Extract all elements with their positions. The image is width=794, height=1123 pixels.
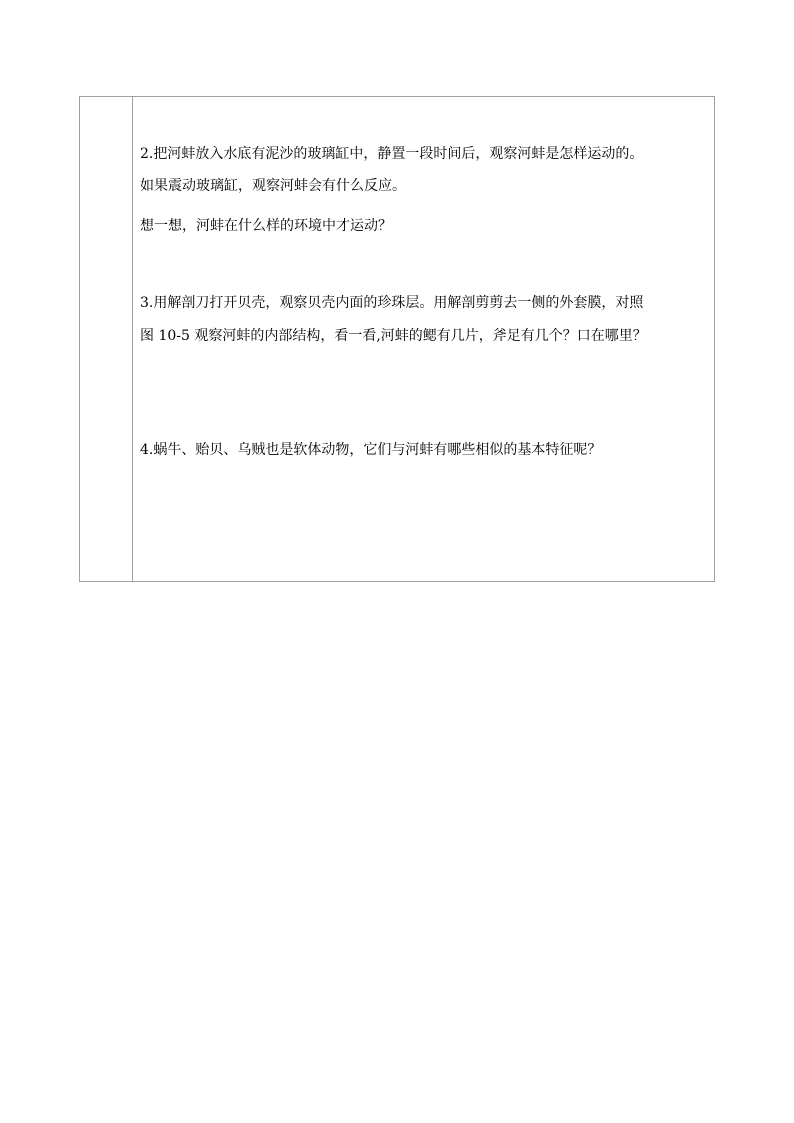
- table-left-column: [80, 97, 133, 581]
- question-4-line: 4.蜗牛、贻贝、乌贼也是软体动物，它们与河蚌有哪些相似的基本特征呢？: [140, 442, 602, 458]
- question-3-line-2: 图 10-5 观察河蚌的内部结构，看一看,河蚌的鳃有几片，斧足有几个？口在哪里？: [140, 328, 647, 344]
- question-2-line-1: 2.把河蚌放入水底有泥沙的玻璃缸中，静置一段时间后，观察河蚌是怎样运动的。: [140, 146, 644, 162]
- worksheet-table: [79, 96, 715, 582]
- question-3-line-1: 3.用解剖刀打开贝壳，观察贝壳内面的珍珠层。用解剖剪剪去一侧的外套膜，对照: [140, 295, 644, 311]
- question-2-line-2: 如果震动玻璃缸，观察河蚌会有什么反应。: [140, 178, 406, 194]
- think-question-line: 想一想，河蚌在什么样的环境中才运动？: [140, 218, 392, 234]
- table-content-cell: [133, 97, 714, 581]
